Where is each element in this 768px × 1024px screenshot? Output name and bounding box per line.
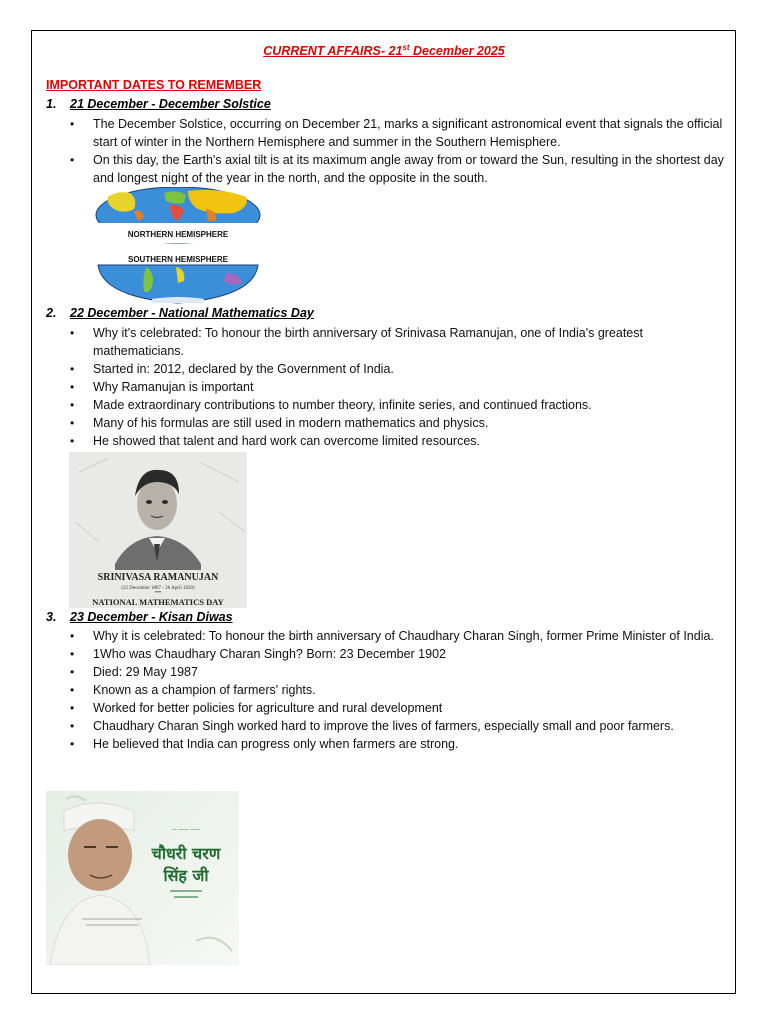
- list-item: • The December Solstice, occurring on December 21, marks a significant astronomical event that signals the official start of winter in the Northern Hemisphere and summer in the Southern Hemisphere.: [68, 115, 728, 151]
- item-heading-kisan-diwas: 3. 23 December - Kisan Diwas: [46, 610, 233, 624]
- list-item: • He showed that talent and hard work can overcome limited resources.: [68, 432, 728, 450]
- svg-text:— —— ——: — —— ——: [171, 827, 201, 833]
- list-item: • Worked for better policies for agriculture and rural development: [68, 699, 728, 717]
- list-item: • Started in: 2012, declared by the Government of India.: [68, 360, 728, 378]
- list-item: • Many of his formulas are still used in modern mathematics and physics.: [68, 414, 728, 432]
- list-item: • On this day, the Earth's axial tilt is at its maximum angle away from or toward the Sun, resulting in the shortest day and longest night of the year in the north, and the opposite in the south.: [68, 151, 728, 187]
- ramanujan-dates-caption: (22 December 1887 - 26 April 1920): [121, 586, 195, 591]
- item-heading-solstice: 1. 21 December - December Solstice: [46, 97, 271, 111]
- list-item: • Made extraordinary contributions to number theory, infinite series, and continued fractions.: [68, 396, 728, 414]
- svg-text:•••: •••: [154, 590, 162, 596]
- ramanujan-name-caption: SRINIVASA RAMANUJAN: [97, 572, 219, 583]
- list-item: • 1Who was Chaudhary Charan Singh? Born: 23 December 1902: [68, 645, 728, 663]
- southern-hemisphere-label: SOUTHERN HEMISPHERE: [127, 255, 229, 264]
- list-item: • He believed that India can progress only when farmers are strong.: [68, 735, 728, 753]
- poster-title-line2: सिंह जी: [163, 866, 209, 885]
- list-item: • Known as a champion of farmers' rights.: [68, 681, 728, 699]
- mathematics-day-caption: NATIONAL MATHEMATICS DAY: [92, 597, 224, 607]
- kisan-diwas-bullets: [68, 627, 728, 753]
- section-heading: IMPORTANT DATES TO REMEMBER: [46, 78, 262, 92]
- hemisphere-map-figure: [94, 187, 262, 304]
- list-item: • Chaudhary Charan Singh worked hard to improve the lives of farmers, especially small and poor farmers.: [68, 717, 728, 735]
- mathematics-day-bullets: [68, 324, 728, 450]
- item-heading-mathematics-day: 2. 22 December - National Mathematics Day: [46, 306, 314, 320]
- charan-singh-poster: [46, 791, 239, 965]
- northern-hemisphere-label: NORTHERN HEMISPHERE: [127, 230, 229, 239]
- list-item: • Died: 29 May 1987: [68, 663, 728, 681]
- list-item: • Why it's celebrated: To honour the birth anniversary of Srinivasa Ramanujan, one of India's greatest mathematicians.: [68, 324, 728, 360]
- list-item: • Why it is celebrated: To honour the birth anniversary of Chaudhary Charan Singh, former Prime Minister of India.: [68, 627, 728, 645]
- poster-title-line1: चौधरी चरण: [151, 844, 221, 863]
- document-title: CURRENT AFFAIRS- 21st December 2025: [263, 43, 505, 59]
- solstice-bullets: [68, 115, 728, 187]
- list-item: • Why Ramanujan is important: [68, 378, 728, 396]
- ramanujan-poster: [69, 452, 247, 608]
